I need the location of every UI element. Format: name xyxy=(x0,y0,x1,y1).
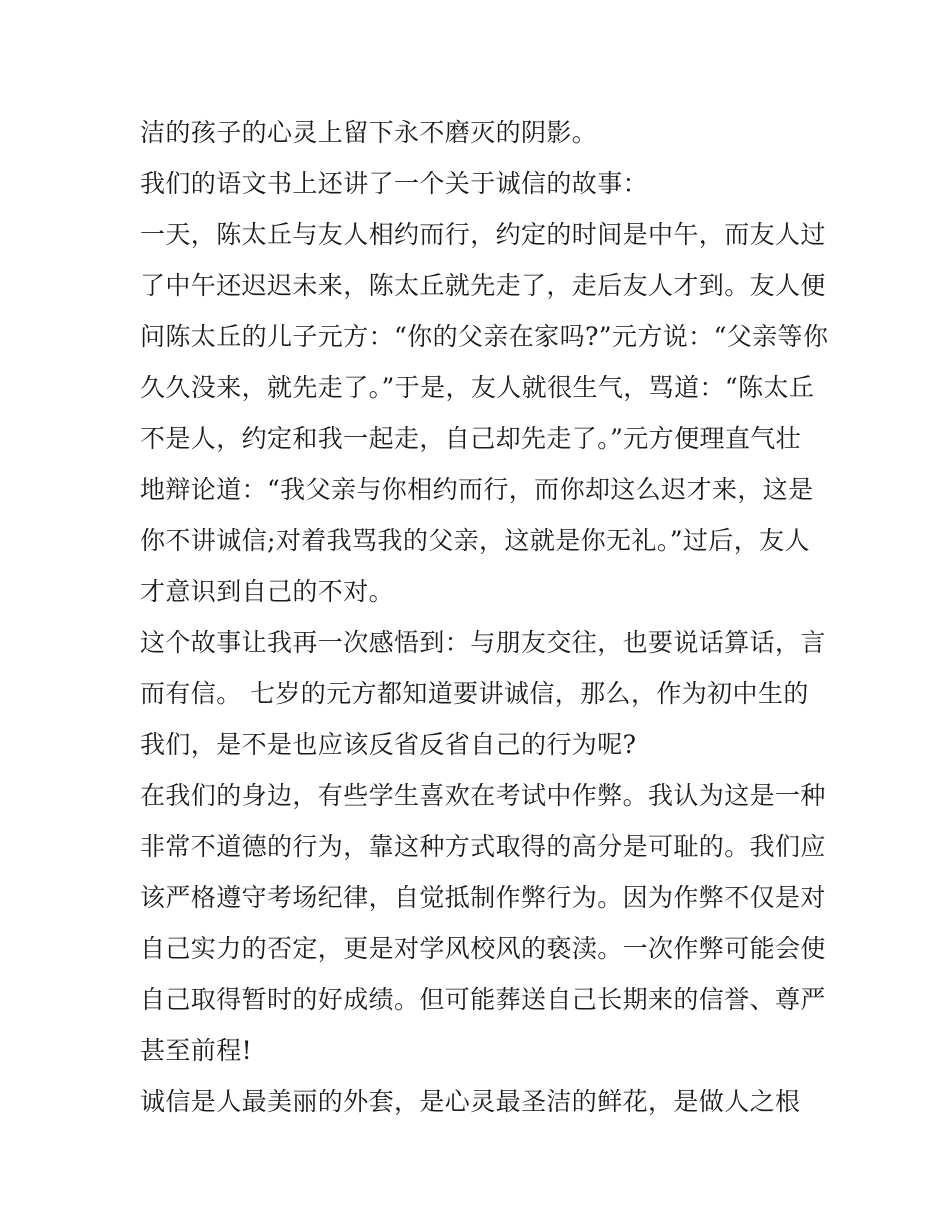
text-line: 一天，陈太丘与友人相约而行，约定的时间是中午，而友人过 xyxy=(140,220,826,249)
text-line: 洁的孩子的心灵上留下永不磨灭的阴影。 xyxy=(140,118,598,147)
text-line: 非常不道德的行为，靠这种方式取得的高分是可耻的。我们应 xyxy=(140,832,826,861)
text-line: 地辩论道：“我父亲与你相约而行，而你却这么迟才来，这是 xyxy=(140,475,814,504)
text-line: 问陈太丘的儿子元方：“你的父亲在家吗?”元方说：“父亲等你 xyxy=(140,322,829,351)
text-line: 诚信是人最美丽的外套，是心灵最圣洁的鲜花，是做人之根 xyxy=(140,1087,801,1116)
document-body xyxy=(140,107,829,1127)
text-line: 自己实力的否定，更是对学风校风的亵渎。一次作弊可能会使 xyxy=(140,934,826,963)
text-line: 久久没来，就先走了。”于是，友人就很生气，骂道：“陈太丘 xyxy=(140,373,815,402)
text-line: 在我们的身边，有些学生喜欢在考试中作弊。我认为这是一种 xyxy=(140,781,826,810)
text-line: 我们，是不是也应该反省反省自己的行为呢? xyxy=(140,730,637,759)
text-line: 而有信。 七岁的元方都知道要讲诚信，那么，作为初中生的 xyxy=(140,679,809,708)
text-line: 甚至前程! xyxy=(140,1036,253,1065)
text-line: 了中午还迟迟未来，陈太丘就先走了，走后友人才到。友人便 xyxy=(140,271,826,300)
text-line: 这个故事让我再一次感悟到：与朋友交往，也要说话算话，言 xyxy=(140,628,826,657)
text-line: 自己取得暂时的好成绩。但可能葬送自己长期来的信誉、尊严 xyxy=(140,985,826,1014)
text-line: 不是人，约定和我一起走，自己却先走了。”元方便理直气壮 xyxy=(140,424,802,453)
text-line: 你不讲诚信;对着我骂我的父亲，这就是你无礼。”过后，友人 xyxy=(140,526,810,555)
text-line: 我们的语文书上还讲了一个关于诚信的故事： xyxy=(140,169,649,198)
text-line: 才意识到自己的不对。 xyxy=(140,577,395,606)
text-line: 该严格遵守考场纪律，自觉抵制作弊行为。因为作弊不仅是对 xyxy=(140,883,826,912)
